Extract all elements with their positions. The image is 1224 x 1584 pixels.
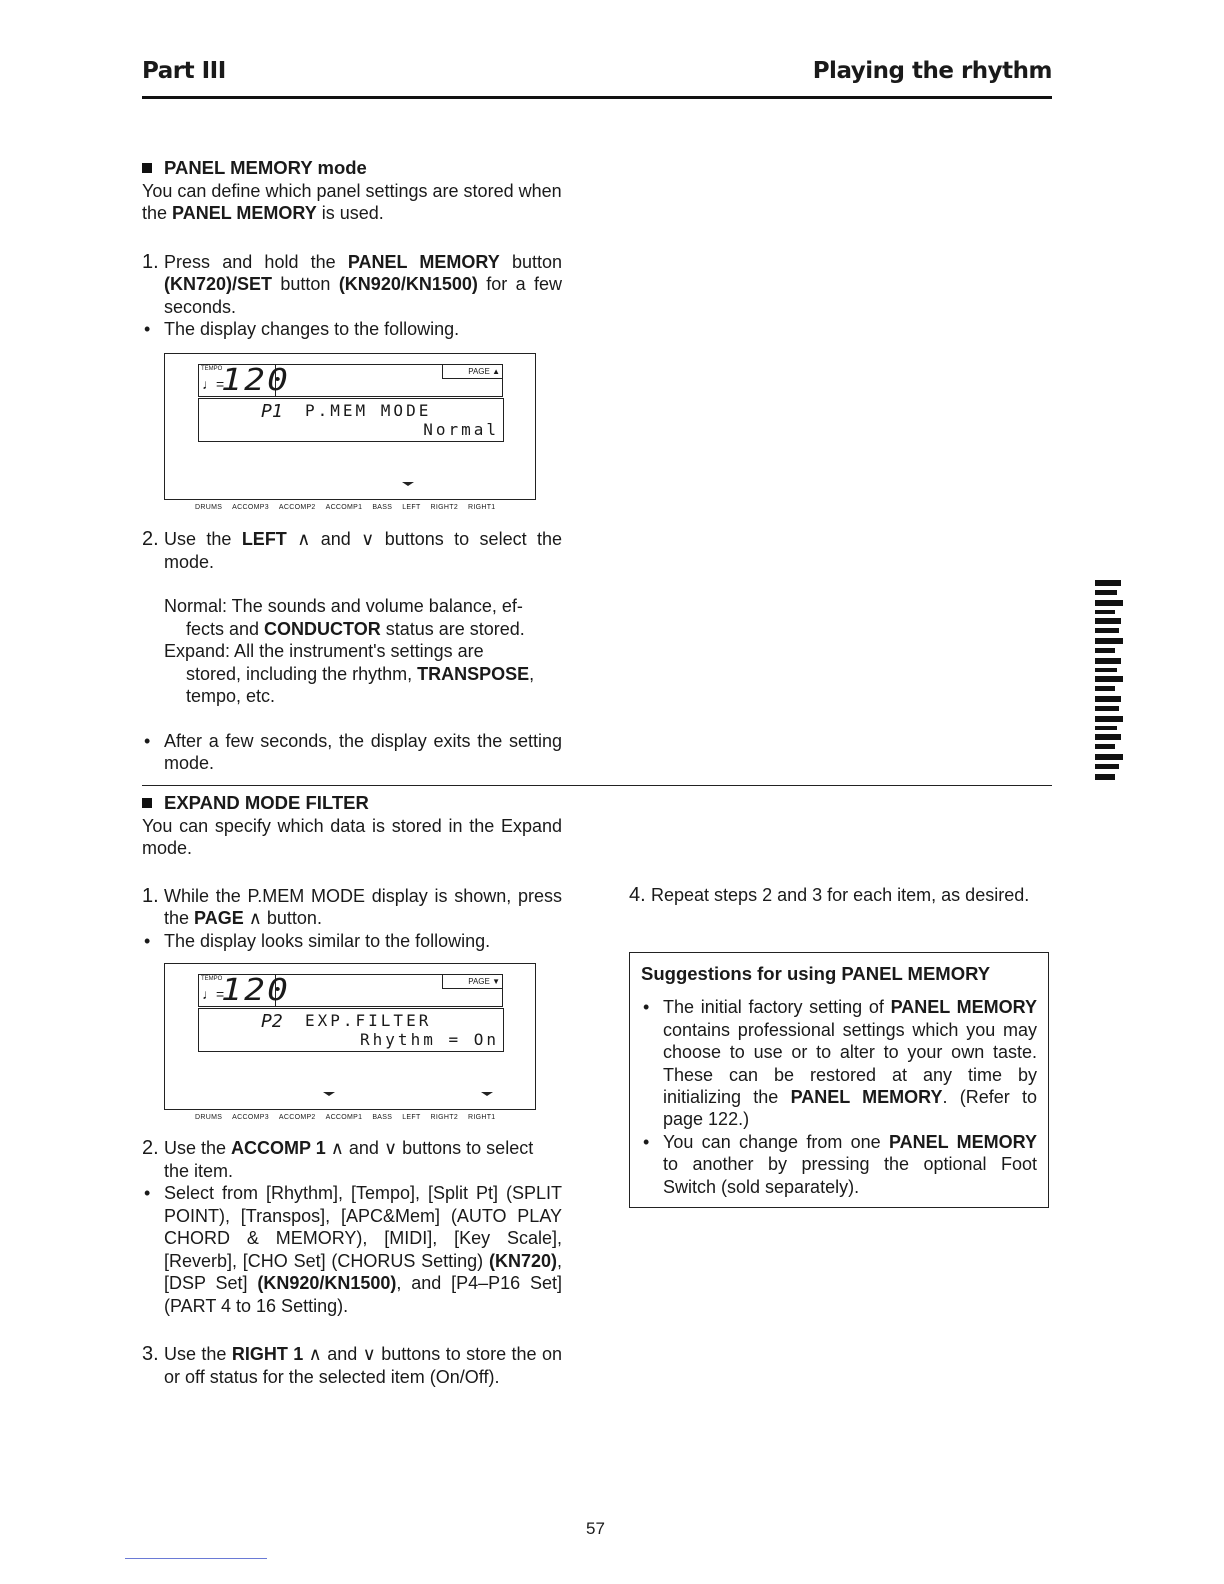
down-arrow-icon bbox=[481, 1092, 493, 1096]
lcd-line-1: EXP.FILTER bbox=[305, 1011, 432, 1030]
lcd-display-expfilter bbox=[164, 963, 536, 1121]
section-divider bbox=[142, 785, 1052, 786]
suggestion-item: • The initial factory setting of PANEL MEMORY contains professional settings which you may choose to use or to alter to your own taste. These can be restored at any time by initializing the PANEL MEMORY. (Refer to page 122.) bbox=[643, 997, 1037, 1130]
header-part: Part III bbox=[142, 58, 226, 84]
step-4-block bbox=[629, 884, 1049, 907]
tempo-value: 120 bbox=[221, 973, 291, 1008]
header-rule bbox=[142, 96, 1052, 99]
square-bullet-icon bbox=[142, 163, 152, 173]
step-3: 3. Use the RIGHT 1 ∧ and ∨ buttons to store the on or off status for the selected item (On/Off). bbox=[142, 1343, 562, 1387]
down-arrow-icon bbox=[402, 482, 414, 486]
step-1: 1. Press and hold the PANEL MEMORY button (KN720)/SET button (KN920/KN1500) for a few seconds. bbox=[142, 250, 563, 317]
mode-expand: Expand: All the instrument's settings are stored, including the rhythm, TRANSPOSE, tempo, etc. bbox=[164, 641, 535, 706]
top-bar bbox=[276, 364, 503, 397]
suggestions-box bbox=[629, 952, 1049, 1208]
tempo-note: ♩= bbox=[202, 376, 225, 392]
tempo-note: ♩= bbox=[202, 986, 225, 1002]
tempo-box bbox=[198, 363, 291, 398]
bullet-display-changes: • The display changes to the following. bbox=[144, 319, 460, 339]
bullet-exits: • After a few seconds, the display exits the setting mode. bbox=[144, 730, 562, 773]
step-2: 2. Use the LEFT ∧ and ∨ buttons to select the mode. bbox=[142, 528, 562, 572]
page-number-lcd: P2 bbox=[261, 1011, 283, 1032]
section-panel-memory-cont bbox=[142, 528, 562, 775]
lcd-line-1: P.MEM MODE bbox=[305, 401, 432, 420]
bullet-display-looks: • The display looks similar to the following. bbox=[144, 930, 491, 951]
lcd-line-2: Normal bbox=[423, 420, 499, 439]
step-1: 1. While the P.MEM MODE display is shown, press the PAGE ∧ button. bbox=[142, 884, 562, 928]
down-arrow-icon bbox=[323, 1092, 335, 1096]
suggestion-item: • You can change from one PANEL MEMORY to another by pressing the optional Foot Switch (sold separately). bbox=[643, 1131, 1037, 1197]
message-box bbox=[198, 398, 504, 442]
section-panel-memory bbox=[142, 157, 562, 341]
page-indicator: PAGE ▲ bbox=[442, 365, 502, 379]
message-box bbox=[198, 1008, 504, 1052]
section-expand-filter-cont bbox=[142, 1137, 562, 1388]
lcd-display-pmem bbox=[164, 353, 536, 511]
suggestions-title: Suggestions for using PANEL MEMORY bbox=[641, 963, 991, 984]
tempo-value: 120 bbox=[221, 363, 291, 398]
page-number: 57 bbox=[586, 1519, 605, 1538]
mode-normal: Normal: The sounds and volume balance, ef- fects and CONDUCTOR status are stored. bbox=[164, 596, 525, 639]
tempo-label: TEMPO bbox=[201, 366, 223, 372]
intro-text: You can define which panel settings are stored when the PANEL MEMORY is used. bbox=[142, 180, 562, 223]
bullet-select-from: • Select from [Rhythm], [Tempo], [Split Pt] (SPLIT POINT), [Transpos], [APC&Mem] (AUTO PLAY CHORD & MEMORY), [MIDI], [Key Scale], [Reverb], [CHO Set] (CHORUS Setting) (KN720), [DSP Set] (KN920/KN1500), and [P4–P16 Set] (PART 4 to 16 Setting). bbox=[144, 1183, 562, 1316]
page-number-lcd: P1 bbox=[261, 401, 283, 422]
intro-text: You can specify which data is stored in the Expand mode. bbox=[142, 815, 562, 858]
lcd-line-2: Rhythm = On bbox=[360, 1030, 499, 1049]
section-expand-filter bbox=[142, 792, 562, 952]
page-indicator: PAGE ▼ bbox=[442, 975, 502, 989]
section-heading: PANEL MEMORY mode bbox=[142, 157, 562, 180]
footer-link-line bbox=[125, 1558, 267, 1559]
part-labels: DRUMS ACCOMP3 ACCOMP2 ACCOMP1 BASS LEFT RIGHT2 RIGHT1 bbox=[195, 1114, 496, 1121]
step-4: 4. Repeat steps 2 and 3 for each item, as desired. bbox=[629, 884, 1030, 906]
section-heading: EXPAND MODE FILTER bbox=[142, 792, 562, 815]
tempo-label: TEMPO bbox=[201, 976, 223, 982]
step-2: 2. Use the ACCOMP 1 ∧ and ∨ buttons to select the item. bbox=[142, 1137, 534, 1181]
tempo-box bbox=[198, 973, 291, 1008]
square-bullet-icon bbox=[142, 798, 152, 808]
thumb-index-marks bbox=[1093, 580, 1133, 785]
top-bar bbox=[276, 974, 503, 1007]
header-title: Playing the rhythm bbox=[812, 58, 1052, 84]
part-labels: DRUMS ACCOMP3 ACCOMP2 ACCOMP1 BASS LEFT RIGHT2 RIGHT1 bbox=[195, 504, 496, 511]
